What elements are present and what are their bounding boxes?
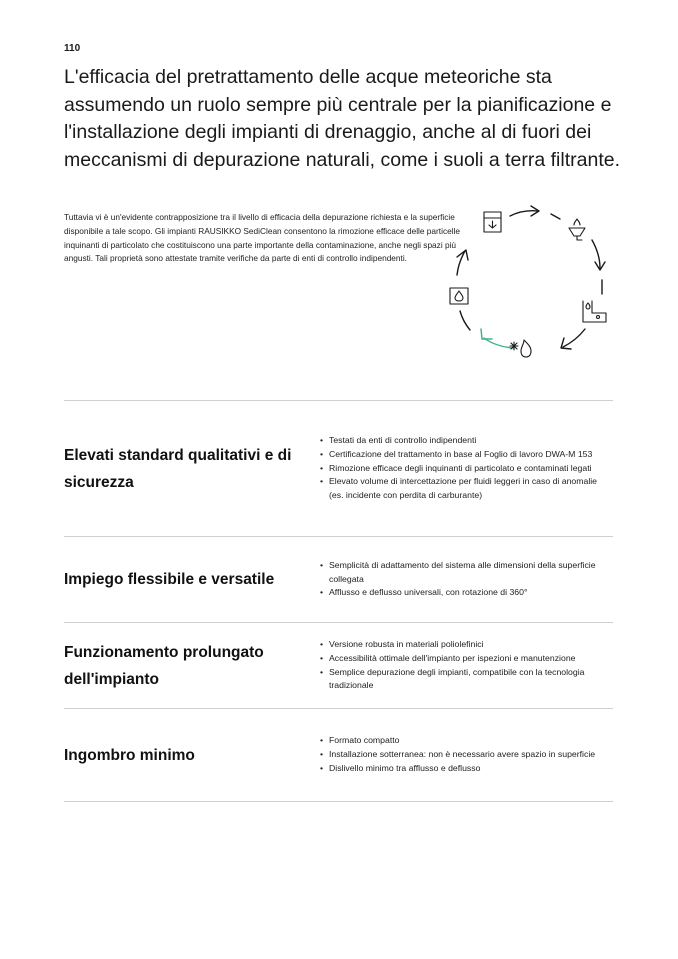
cycle-arrow-right	[592, 240, 605, 270]
feature-row	[64, 623, 613, 709]
feature-row	[64, 401, 613, 537]
feature-title: Ingombro minimo	[64, 746, 195, 764]
filter-tank-icon	[484, 212, 501, 232]
feature-list	[310, 434, 613, 503]
list-item: • Elevato volume di intercettazione per fluidi leggeri in caso di anomalie (es. incidente con perdita di carburante)	[320, 475, 613, 502]
cycle-arrow-bottom-left	[481, 329, 513, 348]
list-item: • Certificazione del trattamento in base al Foglio di lavoro DWA-M 153	[320, 448, 613, 462]
list-item: • Semplice depurazione degli impianti, compatibile con la tecnologia tradizionale	[320, 666, 613, 693]
cycle-arc-left	[460, 311, 470, 330]
feature-list	[310, 559, 613, 600]
cycle-arrow-top	[510, 206, 539, 216]
cycle-arrow-left	[457, 250, 468, 275]
cycle-arc-top-right	[551, 214, 560, 219]
list-item: • Versione robusta in materiali poliolefinici	[320, 638, 613, 652]
list-item: • Formato compatto	[320, 734, 613, 748]
feature-title: Impiego flessibile e versatile	[64, 571, 275, 588]
list-item: • Testati da enti di controllo indipendenti	[320, 434, 613, 448]
cycle-arrow-bottom-right	[561, 329, 585, 349]
features-table	[64, 400, 613, 802]
list-item: • Accessibilità ottimale dell'impianto per ispezioni e manutenzione	[320, 652, 613, 666]
feature-title: Elevati standard qualitativi e di sicurezza	[64, 446, 292, 491]
list-item: • Dislivello minimo tra afflusso e deflusso	[320, 762, 613, 776]
feature-list	[310, 734, 613, 775]
feature-row	[64, 709, 613, 802]
drain-funnel-icon	[569, 219, 585, 240]
list-item: • Semplicità di adattamento del sistema alle dimensioni della superficie collegata	[320, 559, 613, 586]
list-item: • Rimozione efficace degli inquinanti di particolato e contaminati legati	[320, 462, 613, 476]
feature-list	[310, 638, 613, 693]
headline: L'efficacia del pretrattamento delle acque meteoriche sta assumendo un ruolo sempre più centrale per la pianificazione e l'installazione degli impianti di drenaggio, anche al di fuori dei meccanismi di depurazione naturali, come i suoli a terra filtrante.	[64, 66, 621, 171]
water-tank-icon	[450, 288, 468, 304]
list-item: • Afflusso e deflusso universali, con rotazione di 360°	[320, 586, 613, 600]
treatment-cycle-diagram	[440, 198, 620, 368]
feature-title: Funzionamento prolungato dell'impianto	[64, 643, 264, 688]
droplets-tank-icon	[583, 301, 606, 322]
feature-row	[64, 537, 613, 623]
page-number: 110	[64, 43, 81, 54]
list-item: • Installazione sotterranea: non è necessario avere spazio in superficie	[320, 748, 613, 762]
intro-paragraph: Tuttavia vi è un'evidente contrapposizione tra il livello di efficacia della depurazione richiesta e la superficie disponibile a tale scopo. Gli impianti RAUSIKKO SediClean consentono la rimozione efficace delle particelle inquinanti di particolato che costituiscono una parte importante della contaminazione, anche negli spazi più angusti. Tali proprietà sono attestate tramite verifiche da parte di enti di controllo indipendenti.	[64, 212, 461, 264]
